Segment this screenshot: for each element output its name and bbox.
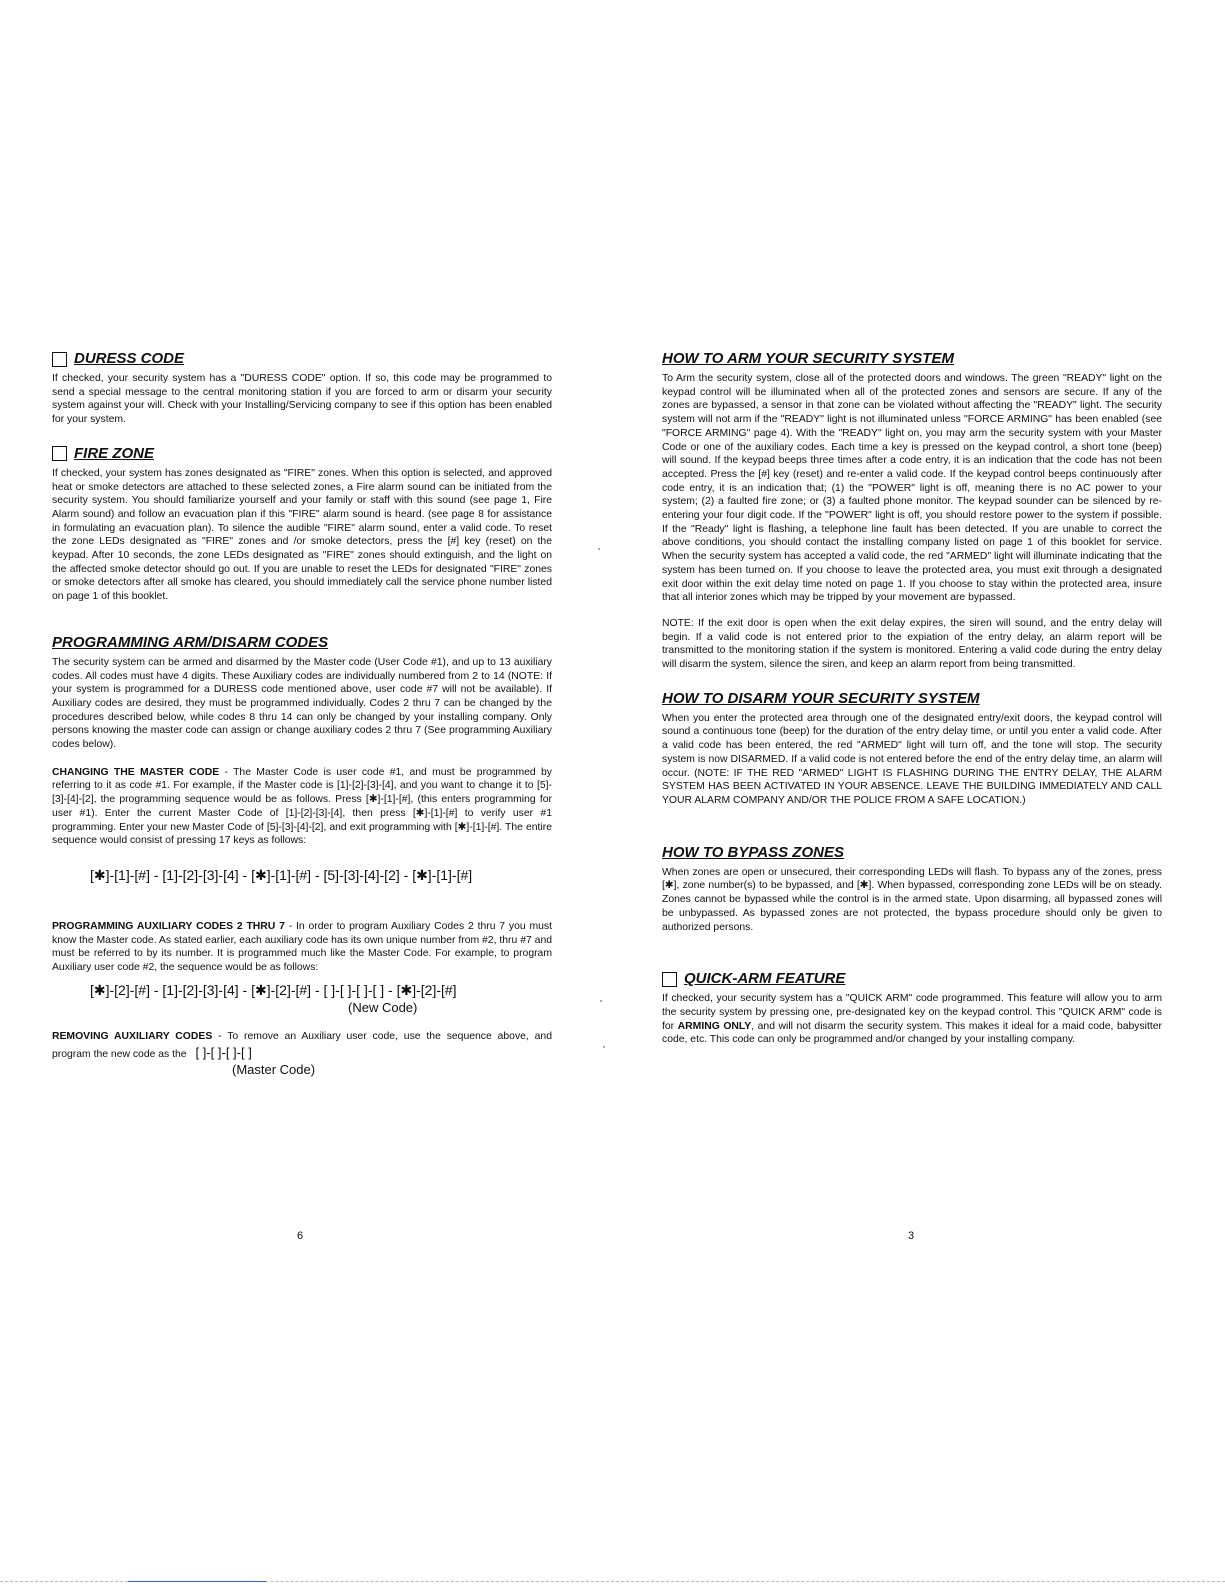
disarm-heading	[662, 690, 1162, 708]
arm-heading	[662, 350, 1162, 368]
quick-arm-body-a: If checked, your security system has a "QUICK ARM" code programmed. This feature will allow you to arm the security system by pressing one, pre-designated key on the keypad control. This "QUICK ARM" code is for	[662, 993, 1162, 1032]
scan-speck	[603, 1046, 605, 1048]
removing-aux-paragraph	[52, 1030, 552, 1061]
scan-speck	[600, 1000, 602, 1002]
arm-body: To Arm the security system, close all of the protected doors and windows. The green "READY" light on the keypad control will be illuminated when all of the protected zones and sensors are secure. If any of the zones are bypassed, a sensor in that zone can be violated without affecting the "READY" light. The security system will not arm if the "READY" light is not illuminated unless "FORCE ARMING" has been enabled (see "FORCE ARMING" page 4). With the "READY" light on, you may arm the security system with your Master Code or one of the auxiliary codes. Each time a key is pressed on the keypad control, a short tone (beep) will sound. If the keypad beeps three times after a code entry, it is an indication that the code has not been accepted. Press the [#] key (reset) and re-enter a valid code. If the keypad control beeps continuously after code entry, it is an indication that; (1) the "POWER" light is off, meaning there is no AC power to your system; (2) a faulted fire zone; or (3) a faulted phone monitor. The keypad sounder can be silenced by re-entering your four digit code. If the "POWER" light is off, you should restore power to the system if possible. If the "Ready" light is flashing, a telephone line fault has been detected. If you are unable to correct the above conditions, you should contact the installing company listed on page 1 of this booklet for service. When the security system has accepted a valid code, the red "ARMED" light will illuminate indicating that the system has been turned on. If you choose to leave the protected area, you must exit through a designated exit door within the exit delay time noted on page 1. If you choose to stay within the protected area, insure that all interior zones which may be tripped by your movement are bypassed.	[662, 373, 1162, 604]
quick-arm-body-bold: ARMING ONLY	[677, 1020, 752, 1032]
aux-codes-paragraph	[52, 920, 552, 975]
programming-body: The security system can be armed and disarmed by the Master code (User Code #1), and up to 13 auxiliary codes. All codes must have 4 digits. These Auxiliary codes are individually numbered from 2 to 14 (NOTE: If your system is programmed for a DURESS code mentioned above, user code #7 will not be available). If Auxiliary codes are desired, they must be programmed individually. Codes 2 thru 7 can be changed by the procedures described below, while codes 8 thru 14 can only be changed by your installing company. Only persons knowing the master code can assign or change auxiliary codes 2 thru 7 (See programming Auxiliary codes below).	[52, 656, 552, 751]
left-page-number: 6	[297, 1230, 304, 1242]
master-code-label: (Master Code)	[232, 1062, 316, 1078]
fire-title: FIRE ZONE	[74, 444, 155, 462]
duress-checkbox[interactable]	[52, 352, 67, 367]
changing-master-code-body: - The Master Code is user code #1, and must be programmed by referring to it as code #1. For example, if the Master code is [1]-[2]-[3]-[4], and you want to change it to [5]-[3]-[4]-[2], the programming sequence would be as follows. Press [✱]-[1]-[#], (this enters programming for user #1). Enter the current Master Code of [1]-[2]-[3]-[4], then press [✱]-[1]-[#] to verify user #1 programming. Enter your new Master Code of [5]-[3]-[4]-[2], and exit programming with [✱]-[1]-[#]. The entire sequence would consist of pressing 17 keys as follows:	[52, 766, 552, 847]
aux-code-sequence: [✱]-[2]-[#] - [1]-[2]-[3]-[4] - [✱]-[2]-[#] - [ ]-[ ]-[ ]-[ ] - [✱]-[2]-[#]	[90, 981, 457, 998]
arm-note: NOTE: If the exit door is open when the exit delay expires, the siren will sound, and the entry delay will begin. If a valid code is not entered prior to the expiation of the entry delay, an alarm report will be transmitted to the monitoring station if the system is monitored. Entering a valid code during the entry delay will disarm the system, silence the siren, and keep an alarm report from being transmitted.	[662, 617, 1162, 671]
duress-body: If checked, your security system has a "DURESS CODE" option. If so, this code may be programmed to send a special message to the central monitoring station if you are forced to arm or disarm your security system against your will. Check with your Installing/Servicing company to see if this option has been enabled for your system.	[52, 373, 552, 426]
fire-heading	[52, 445, 552, 463]
aux-codes-label: PROGRAMMING AUXILIARY CODES 2 THRU 7	[52, 920, 285, 932]
bypass-heading	[662, 844, 1162, 862]
disarm-body: When you enter the protected area through one of the designated entry/exit doors, the keypad control will sound a continuous tone (beep) for the duration of the entry delay time, or until you enter a valid code. After a valid code has been entered, the red "ARMED" light will turn off, and the tone will stop. The security system is now DISARMED. If a valid code is not entered before the end of the entry delay time, an alarm will occur. (NOTE: IF THE RED "ARMED" LIGHT IS FLASHING DURING THE ENTRY DELAY, THE ALARM SYSTEM HAS BEEN ACTIVATED IN YOUR ABSENCE. LEAVE THE BUILDING IMMEDIATELY AND CALL YOUR ALARM COMPANY AND/OR THE POLICE FROM A SAFE LOCATION.)	[662, 712, 1162, 806]
new-code-label: (New Code)	[348, 999, 418, 1015]
programming-title: PROGRAMMING ARM/DISARM CODES	[52, 633, 329, 651]
quick-arm-heading	[662, 970, 1162, 988]
quick-arm-body-b: , and will not disarm the security system. This makes it ideal for a maid code, babysitter code, etc. This code can only be programmed and/or changed by your installing company.	[662, 1020, 1163, 1046]
fire-checkbox[interactable]	[52, 446, 67, 461]
right-page	[662, 350, 1162, 1047]
changing-master-code-label: CHANGING THE MASTER CODE	[52, 766, 220, 778]
disarm-title: HOW TO DISARM YOUR SECURITY SYSTEM	[662, 689, 980, 707]
aux-codes-body: - In order to program Auxiliary Codes 2 thru 7 you must know the Master code. As stated earlier, each auxiliary code has its own unique number from #2, thru #7 and must be referred to by its number. It is programmed much like the Master Code. For example, to program Auxiliary user code #2, the sequence would be as follows:	[52, 920, 553, 974]
scan-speck	[598, 548, 600, 550]
duress-title: DURESS CODE	[74, 350, 185, 367]
scan-bottom-blue-line	[128, 1581, 266, 1582]
changing-master-code-paragraph	[52, 766, 552, 848]
removing-aux-label: REMOVING AUXILIARY CODES	[52, 1030, 213, 1042]
duress-heading	[52, 350, 552, 368]
arm-title: HOW TO ARM YOUR SECURITY SYSTEM	[662, 350, 954, 367]
master-code-sequence: [✱]-[1]-[#] - [1]-[2]-[3]-[4] - [✱]-[1]-[#] - [5]-[3]-[4]-[2] - [✱]-[1]-[#]	[90, 866, 473, 883]
removing-aux-body: - To remove an Auxiliary user code, use the sequence above, and program the new code as the	[52, 1030, 552, 1060]
removing-aux-brackets: [ ]-[ ]-[ ]-[ ]	[195, 1044, 252, 1060]
bypass-body: When zones are open or unsecured, their corresponding LEDs will flash. To bypass any of the zones, press [✱], zone number(s) to be bypassed, and [✱]. When bypassed, corresponding zone LEDs will be on steady. Zones cannot be bypassed while the control is in the armed state. Upon disarming, all bypassed zones will be unbypassed. As bypassed zones are not protected, the bypass procedure should only be given to authorized persons.	[662, 866, 1162, 933]
bypass-title: HOW TO BYPASS ZONES	[662, 843, 844, 861]
quick-arm-checkbox[interactable]	[662, 972, 677, 987]
quick-arm-title: QUICK-ARM FEATURE	[684, 970, 846, 988]
programming-heading	[52, 634, 552, 652]
quick-arm-body	[662, 992, 1162, 1047]
fire-body: If checked, your system has zones designated as "FIRE" zones. When this option is selected, and approved heat or smoke detectors are attached to these selected zones, a Fire alarm sound can be initiated from the security system. You should familiarize yourself and your family or staff with this sound (see page 1, Fire Alarm sound) and follow an evacuation plan if this "FIRE" alarm sound is heard. (see page 8 for assistance in formulating an evacuation plan). To silence the audible "FIRE" alarm sound, enter a valid code. To reset the zone LEDs designated as "FIRE" zones and /or smoke detectors, press the [#] key (reset) on the keypad. After 10 seconds, the zone LEDs designated as "FIRE" zones should extinguish, and the light on the affected smoke detector should go out. If you are unable to reset the LEDs for designated "FIRE" zones or smoke detectors after all smoke has cleared, you should immediately call the service phone number listed on page 1 of this booklet.	[52, 467, 552, 603]
left-page	[52, 350, 552, 1078]
right-page-number: 3	[908, 1230, 915, 1242]
